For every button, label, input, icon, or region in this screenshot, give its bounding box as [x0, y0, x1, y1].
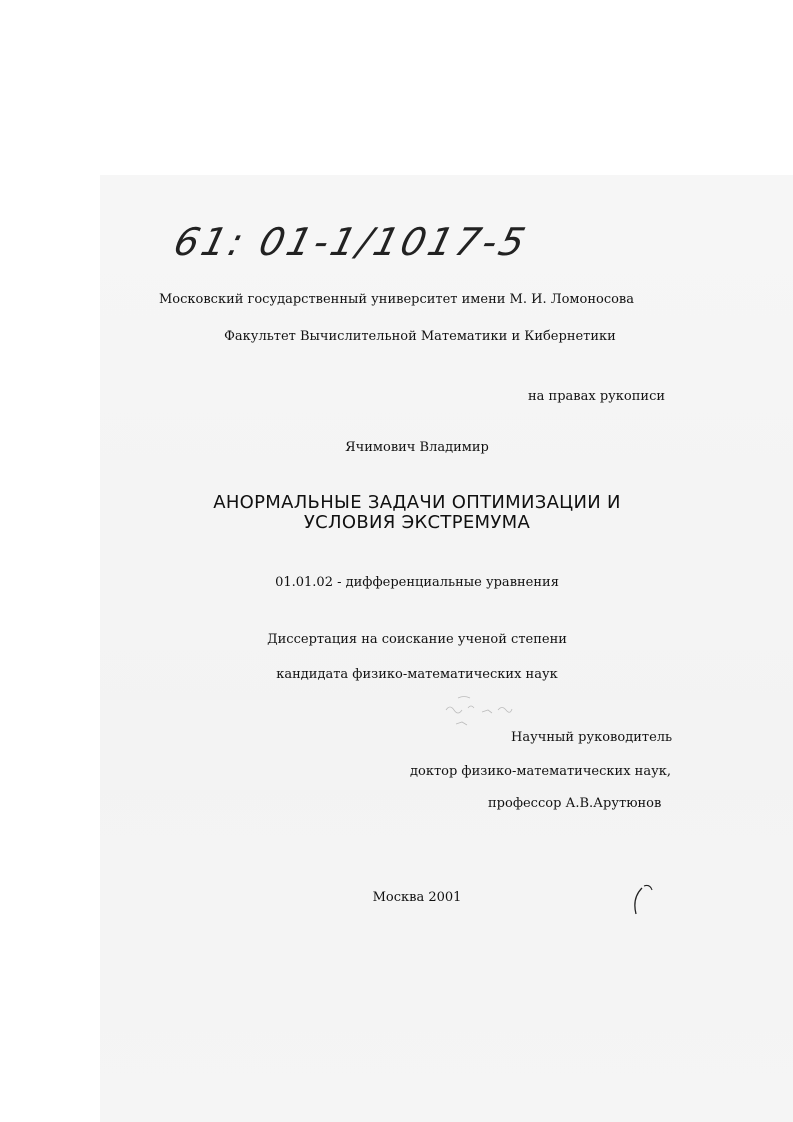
degree-sought: кандидата физико-математических наук — [276, 667, 558, 682]
university-name: Московский государственный университет имени М. И. Ломоносова — [158, 292, 634, 307]
scan-background — [100, 175, 793, 1122]
advisor-label: Научный руководитель — [511, 730, 673, 745]
advisor-degree: доктор физико-математических наук, — [410, 764, 671, 779]
handwritten-archive-number: 61: 01-1/1017-5 — [169, 220, 533, 264]
advisor-name: профессор А.В.Арутюнов — [488, 796, 662, 811]
dissertation-title — [0, 493, 793, 533]
author-name: Ячимович Владимир — [345, 440, 489, 455]
title-line-1: АНОРМАЛЬНЫЕ ЗАДАЧИ ОПТИМИЗАЦИИ И — [213, 492, 621, 513]
faculty-name: Факультет Вычислительной Математики и Кибернетики — [224, 329, 616, 344]
title-line-2: УСЛОВИЯ ЭКСТРЕМУМА — [303, 512, 531, 533]
faint-stamp-icon — [438, 690, 528, 732]
handwritten-mark-icon — [628, 882, 658, 918]
dissertation-purpose: Диссертация на соискание ученой степени — [267, 632, 567, 647]
rights-note: на правах рукописи — [528, 389, 666, 404]
city-year: Москва 2001 — [372, 890, 462, 905]
specialty-code: 01.01.02 - дифференциальные уравнения — [275, 575, 559, 590]
